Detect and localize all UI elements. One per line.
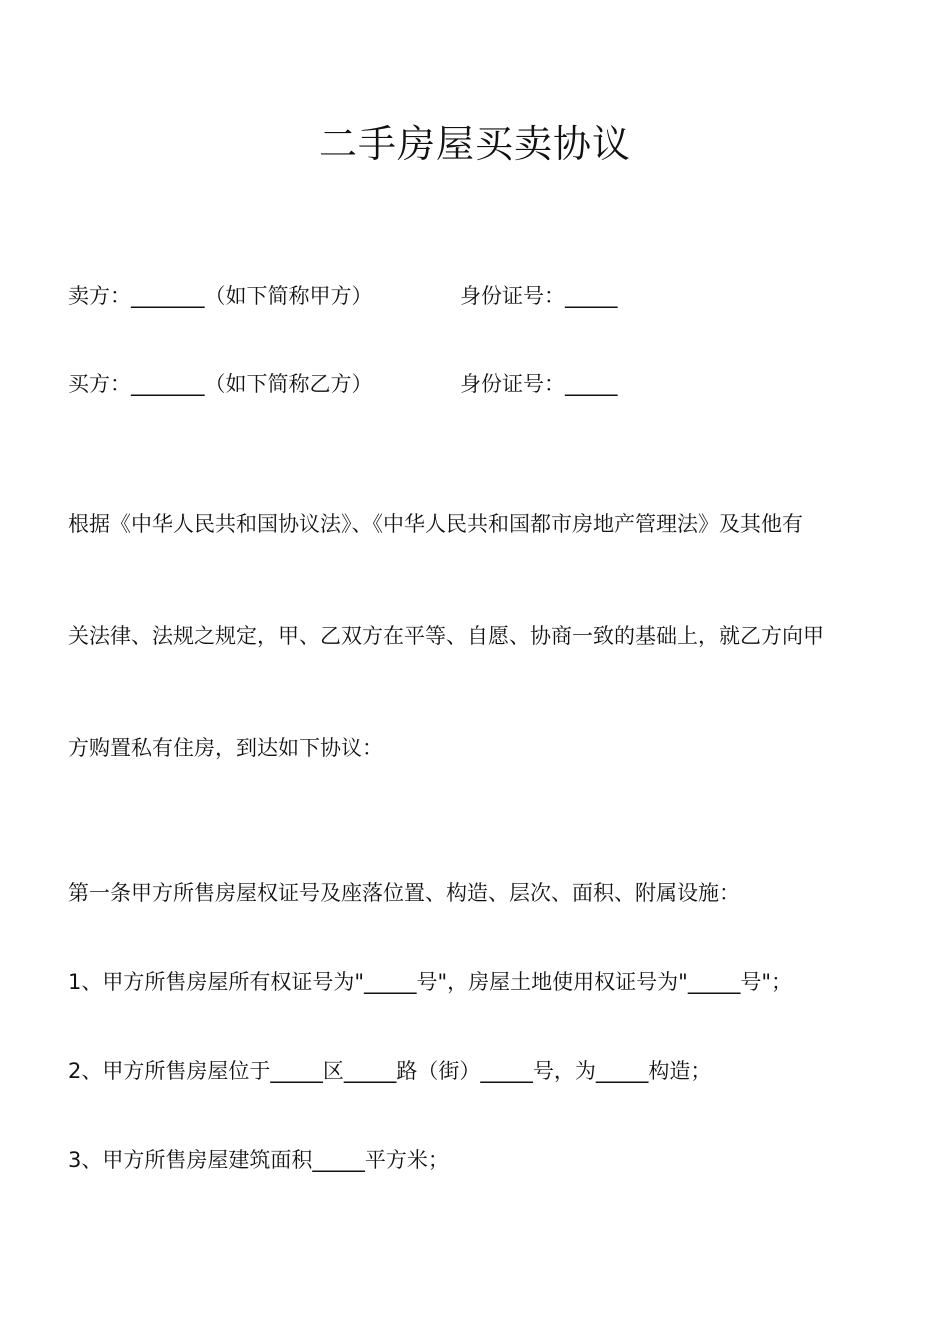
buyer-row [68, 368, 618, 398]
buyer-id: 身份证号：_____ [460, 372, 618, 396]
clause-1: 1、甲方所售房屋所有权证号为"_____号"，房屋土地使用权证号为"_____号"； [68, 970, 792, 994]
preamble-line-1: 根据《中华人民共和国协议法》、《中华人民共和国都市房地产管理法》及其他有 [68, 512, 803, 536]
clause-3: 3、甲方所售房屋建筑面积_____平方米； [68, 1148, 449, 1172]
buyer-line: 买方：_______（如下简称乙方） [68, 372, 373, 396]
seller-id: 身份证号：_____ [460, 284, 618, 308]
preamble-line-2: 关法律、法规之规定，甲、乙双方在平等、自愿、协商一致的基础上，就乙方向甲 [68, 624, 824, 648]
article-1-heading: 第一条甲方所售房屋权证号及座落位置、构造、层次、面积、附属设施： [68, 881, 740, 905]
preamble-line-3: 方购置私有住房，到达如下协议： [68, 736, 383, 760]
seller-row [68, 280, 618, 310]
document-title: 二手房屋买卖协议 [318, 122, 631, 167]
seller-line: 卖方：_______（如下简称甲方） [68, 284, 373, 308]
clause-2: 2、甲方所售房屋位于_____区_____路（街）_____号，为_____构造； [68, 1059, 712, 1083]
